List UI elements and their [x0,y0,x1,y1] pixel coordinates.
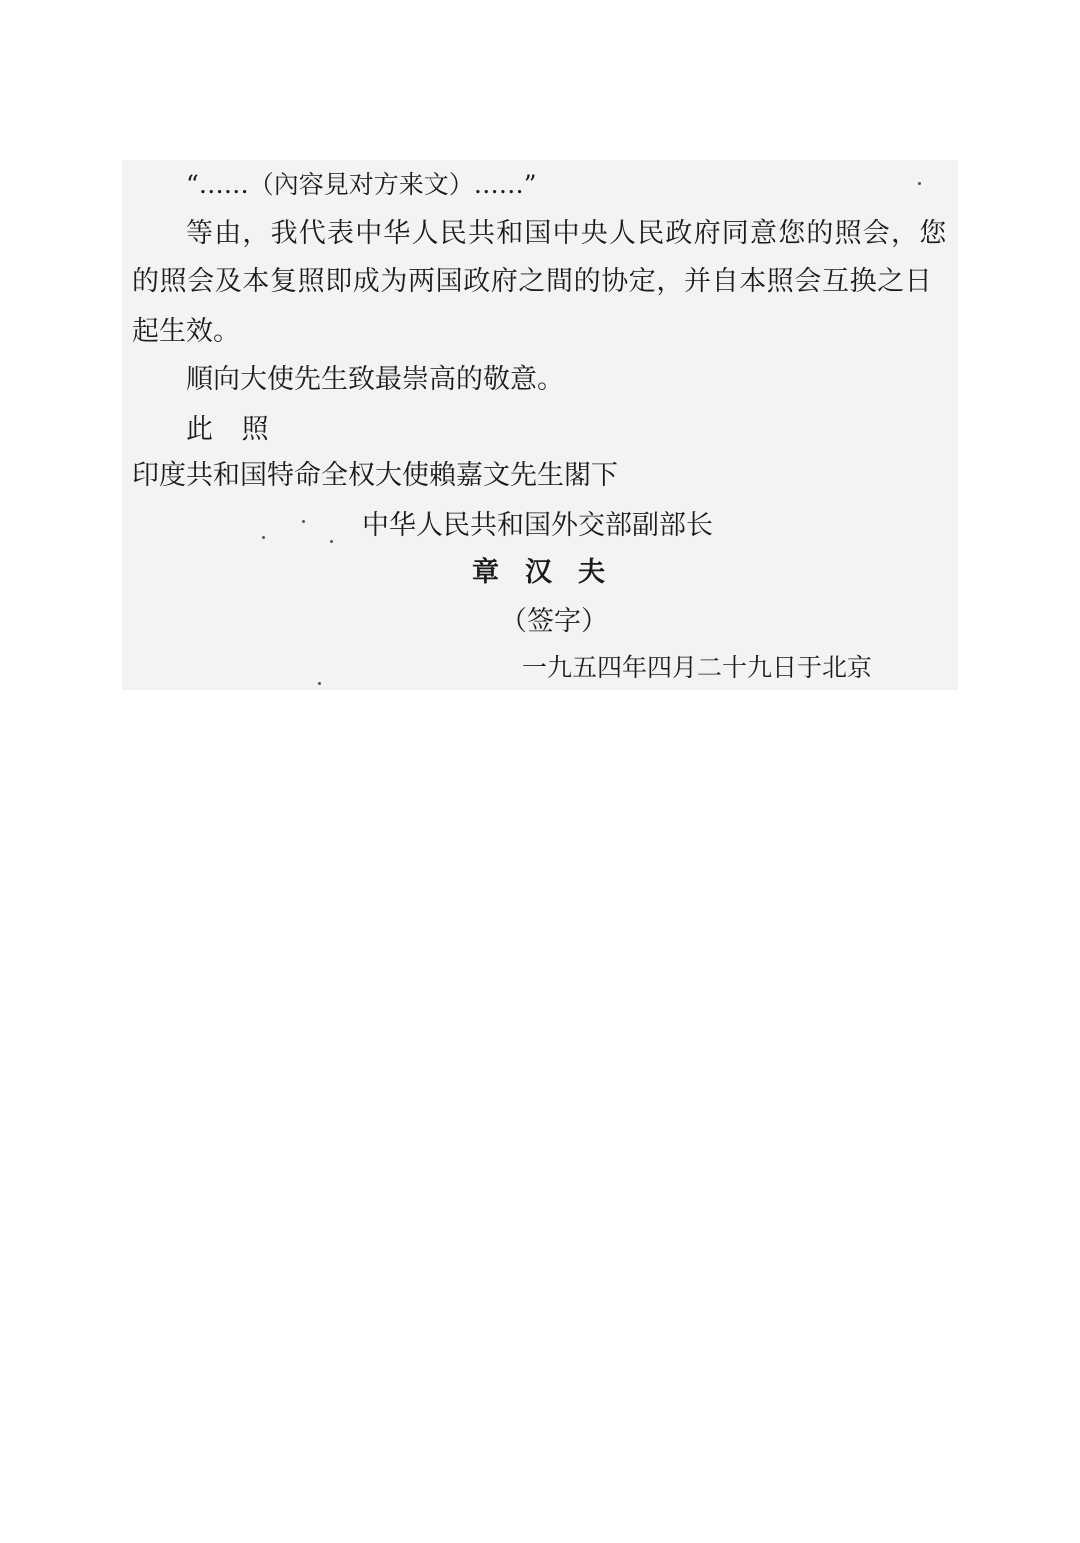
closing-courtesy-line: 順向大使先生致最崇高的敬意。 [186,364,564,395]
sender-title: 中华人民共和国外交部副部长 [362,510,713,541]
addressee-line: 印度共和国特命全权大使賴嘉文先生閣下 [132,460,618,491]
sender-name: 章汉夫 [472,557,631,588]
scan-speck [330,540,333,543]
date-and-place: 一九五四年四月二十九日于北京 [522,653,873,682]
scan-speck [262,536,265,539]
scan-speck [918,182,921,185]
body-paragraph-line-3: 起生效。 [132,316,240,347]
body-paragraph-line-2: 的照会及本复照即成为两国政府之間的协定，并自本照会互换之日 [132,266,933,297]
scan-speck [302,520,305,523]
closing-formula: 此 照 [186,414,279,445]
quoted-content-line: “……（內容見对方来文）……” [186,170,537,199]
body-paragraph-line-1: 等由，我代表中华人民共和国中央人民政府同意您的照会，您 [186,218,948,249]
scan-speck [318,682,321,685]
signature-note: （签字） [500,606,608,637]
